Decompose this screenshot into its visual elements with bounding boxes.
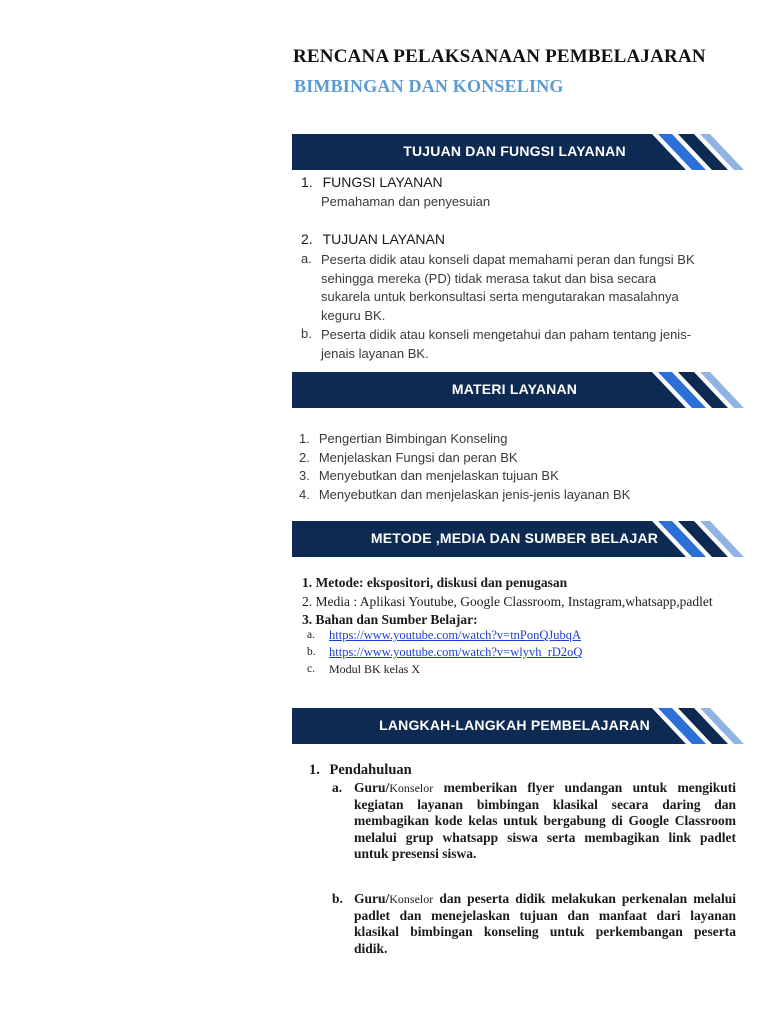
- list-number: 1.: [301, 174, 313, 190]
- banner-label: METODE ,MEDIA DAN SUMBER BELAJAR: [370, 530, 659, 546]
- list-marker: b.: [301, 326, 312, 341]
- list-title: TUJUAN LAYANAN: [322, 231, 445, 247]
- text-line: untuk presensi siswa.: [354, 846, 477, 862]
- fungsi-layanan-text: Pemahaman dan penyesuian: [321, 194, 491, 209]
- banner-label: MATERI LAYANAN: [451, 381, 578, 397]
- list-marker: a.: [332, 780, 343, 795]
- pendahuluan-heading: [309, 762, 412, 779]
- list-item: [299, 486, 630, 505]
- youtube-link-b[interactable]: https://www.youtube.com/watch?v=wlyvh_rD2oQ: [329, 645, 583, 659]
- text-line: membagikan kode kelas untuk bergabung di Google Classroom: [354, 813, 736, 829]
- list-item: [299, 467, 630, 486]
- bahan-sumber-item: 3. Bahan dan Sumber Belajar:: [302, 612, 478, 627]
- youtube-link-a[interactable]: https://www.youtube.com/watch?v=tnPonQJubqA: [329, 628, 582, 642]
- list-marker: b.: [332, 891, 343, 906]
- list-title: FUNGSI LAYANAN: [322, 174, 443, 190]
- list-marker: b.: [307, 646, 316, 658]
- list-number: 4.: [299, 486, 310, 502]
- list-marker: a.: [301, 251, 312, 266]
- text-line: Peserta didik atau konseli dapat memahami peran dan fungsi BK: [321, 252, 695, 267]
- list-number: 2.: [299, 449, 310, 465]
- list-marker: c.: [307, 663, 315, 675]
- banner-metode-media: [292, 521, 744, 557]
- text-line: Guru/Konselor dan peserta didik melakukan perkenalan melalui: [354, 891, 736, 906]
- tujuan-item-a: [321, 251, 695, 325]
- list-item: [299, 430, 630, 449]
- text-line: Guru/Konselor memberikan flyer undangan untuk mengikuti: [354, 780, 736, 795]
- banner-label: LANGKAH-LANGKAH PEMBELAJARAN: [379, 717, 650, 733]
- text-line: klasikal bimbingan konseling untuk perkembangan peserta: [354, 924, 736, 940]
- tujuan-item-b: [321, 326, 691, 363]
- list-text: Pengertian Bimbingan Konseling: [318, 431, 508, 446]
- list-number: 1.: [309, 762, 320, 778]
- text-line: jenais layanan BK.: [321, 345, 429, 361]
- list-number: 3.: [299, 468, 310, 483]
- list-title: Pendahuluan: [329, 762, 412, 778]
- text-line: melalui grup whatsapp siswa serta membagikan link padlet: [354, 829, 736, 845]
- fungsi-layanan-heading: [301, 174, 443, 190]
- list-text: Menjelaskan Fungsi dan peran BK: [318, 449, 518, 465]
- text-line: padlet dan menejelaskan tujuan dan manfaat dari layanan: [354, 907, 736, 923]
- list-text: Menyebutkan dan menjelaskan tujuan BK: [318, 468, 559, 483]
- pendahuluan-item-b: [354, 891, 736, 957]
- text-line: kegiatan layanan bimbingan klasikal secara daring dan: [354, 796, 736, 812]
- list-item: [299, 449, 630, 468]
- banner-label: TUJUAN DAN FUNGSI LAYANAN: [403, 143, 626, 159]
- banner-langkah-pembelajaran: [292, 708, 744, 744]
- banner-tujuan-fungsi: [292, 134, 744, 170]
- text-line: keguru BK.: [321, 307, 386, 323]
- materi-list: [299, 430, 630, 504]
- text-line: didik.: [354, 940, 388, 956]
- page-title: RENCANA PELAKSANAAN PEMBELAJARAN: [293, 46, 706, 67]
- modul-bk-item: Modul BK kelas X: [329, 662, 420, 676]
- banner-materi-layanan: [292, 372, 744, 408]
- text-line: sehingga mereka (PD) tidak merasa takut dan bisa secara: [321, 270, 657, 286]
- text-line: Peserta didik atau konseli mengetahui dan paham tentang jenis-: [321, 327, 692, 342]
- list-marker: a.: [307, 629, 315, 641]
- tujuan-layanan-heading: [301, 231, 445, 247]
- list-number: 2.: [301, 231, 313, 247]
- page-subtitle: BIMBINGAN DAN KONSELING: [294, 76, 564, 96]
- list-number: 1.: [299, 431, 310, 446]
- metode-item: 1. Metode: ekspositori, diskusi dan penugasan: [302, 575, 568, 590]
- list-text: Menyebutkan dan menjelaskan jenis-jenis layanan BK: [318, 486, 631, 502]
- pendahuluan-item-a: [354, 780, 736, 863]
- media-item: 2. Media : Aplikasi Youtube, Google Classroom, Instagram,whatsapp,padlet: [302, 594, 713, 609]
- text-line: sukarela untuk berkonsultasi serta mengutarakan masalahnya: [321, 289, 679, 304]
